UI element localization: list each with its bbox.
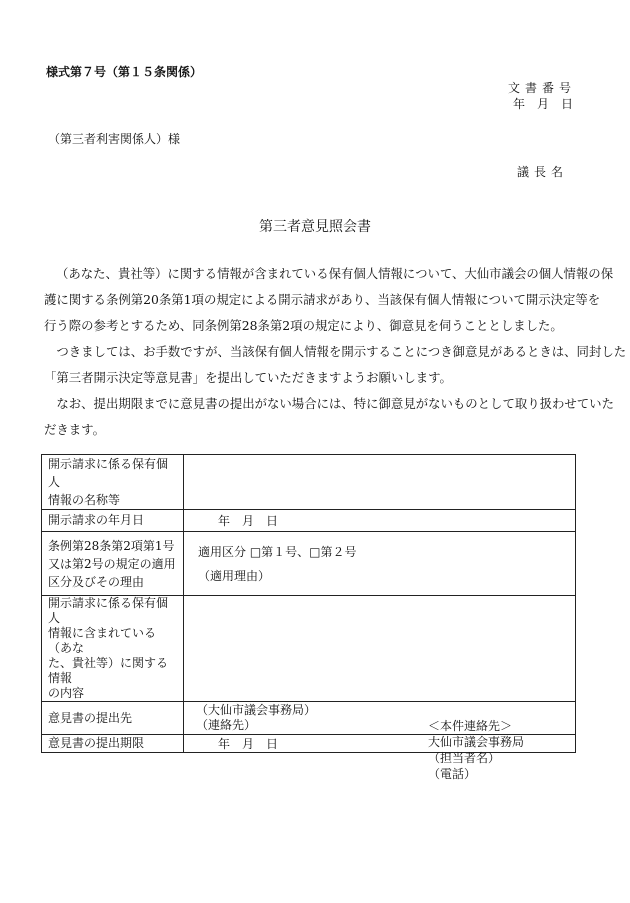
date-day: 日 bbox=[266, 737, 279, 751]
row-label-applicable-category bbox=[42, 532, 184, 596]
document-title: 第三者意見照会書 bbox=[259, 219, 371, 235]
document-number-label: 文書番号 bbox=[508, 81, 577, 95]
contact-person: （担当者名） bbox=[428, 751, 501, 765]
label-line: 条例第28条第2項第1号 bbox=[48, 538, 175, 553]
row-label-request-date: 開示請求の年月日 bbox=[42, 510, 184, 532]
paragraph-line: なお、提出期限までに意見書の提出がない場合には、特に御意見がないものとして取り扱わせていた bbox=[44, 396, 614, 411]
table-row bbox=[42, 596, 576, 702]
paragraph-line: 「第三者開示決定等意見書」を提出していただきますようお願いします。 bbox=[44, 370, 452, 385]
date-year: 年 bbox=[218, 514, 231, 528]
office-name: （大仙市議会事務局） bbox=[196, 703, 317, 717]
contact-office: 大仙市議会事務局 bbox=[428, 735, 525, 749]
info-table bbox=[41, 454, 576, 753]
row-label-information-content bbox=[42, 596, 184, 702]
label-line: 情報の名称等 bbox=[48, 493, 121, 507]
body-paragraph-3 bbox=[44, 391, 614, 443]
date-month: 月 bbox=[242, 514, 255, 528]
document-name-field[interactable] bbox=[184, 455, 576, 510]
paragraph-line: だきます。 bbox=[44, 422, 105, 437]
paragraph-line: つきましては、お手数ですが、当該保有個人情報を開示することにつき御意見があるときは、同封した bbox=[44, 344, 627, 359]
applicable-category-field[interactable] bbox=[184, 532, 576, 596]
information-content-field[interactable] bbox=[184, 596, 576, 702]
date-year: 年 bbox=[513, 97, 527, 111]
body-paragraph-1 bbox=[44, 261, 614, 339]
label-line: 又は第2号の規定の適用 bbox=[48, 556, 176, 571]
row-label-submission-destination: 意見書の提出先 bbox=[42, 702, 184, 735]
category-checkboxes[interactable]: 適用区分 □第１号、□第２号 bbox=[198, 544, 357, 559]
table-row bbox=[42, 510, 576, 532]
label-line: 開示請求に係る保有個人 bbox=[48, 596, 169, 625]
table-row bbox=[42, 532, 576, 596]
date-month: 月 bbox=[242, 737, 255, 751]
date-year: 年 bbox=[218, 737, 231, 751]
label-line: の内容 bbox=[48, 686, 85, 700]
request-date-field[interactable] bbox=[184, 510, 576, 532]
paragraph-line: 行う際の参考とするため、同条例第28条第2項の規定により、御意見を伺うこととしました。 bbox=[44, 318, 563, 333]
document-date bbox=[513, 96, 574, 112]
label-line: 区分及びその理由 bbox=[48, 574, 145, 589]
date-day: 日 bbox=[561, 97, 575, 111]
chairman-name-label: 議長名 bbox=[517, 165, 569, 179]
row-label-document-name bbox=[42, 455, 184, 510]
contact-heading: ＜本件連絡先＞ bbox=[428, 719, 513, 733]
paragraph-line: （あなた、貴社等）に関する情報が含まれている保有個人情報について、大仙市議会の個人情報の保 bbox=[56, 266, 614, 281]
body-paragraph-2 bbox=[44, 339, 627, 391]
date-month: 月 bbox=[537, 97, 551, 111]
contact-phone: （電話） bbox=[428, 767, 477, 781]
reason-label: （適用理由） bbox=[198, 568, 271, 583]
addressee: （第三者利害関係人）様 bbox=[48, 132, 181, 146]
label-line: た、貴社等）に関する情報 bbox=[48, 656, 169, 685]
date-day: 日 bbox=[266, 514, 279, 528]
contact-block bbox=[428, 718, 524, 782]
contact-label: （連絡先） bbox=[196, 718, 257, 732]
table-row bbox=[42, 455, 576, 510]
label-line: 開示請求に係る保有個人 bbox=[48, 457, 169, 489]
row-label-submission-deadline: 意見書の提出期限 bbox=[42, 735, 184, 753]
label-line: 情報に含まれている（あな bbox=[48, 626, 157, 655]
form-number: 様式第７号（第１５条関係） bbox=[46, 65, 203, 79]
paragraph-line: 護に関する条例第20条第1項の規定による開示請求があり、当該保有個人情報について開示決定等を bbox=[44, 292, 601, 307]
